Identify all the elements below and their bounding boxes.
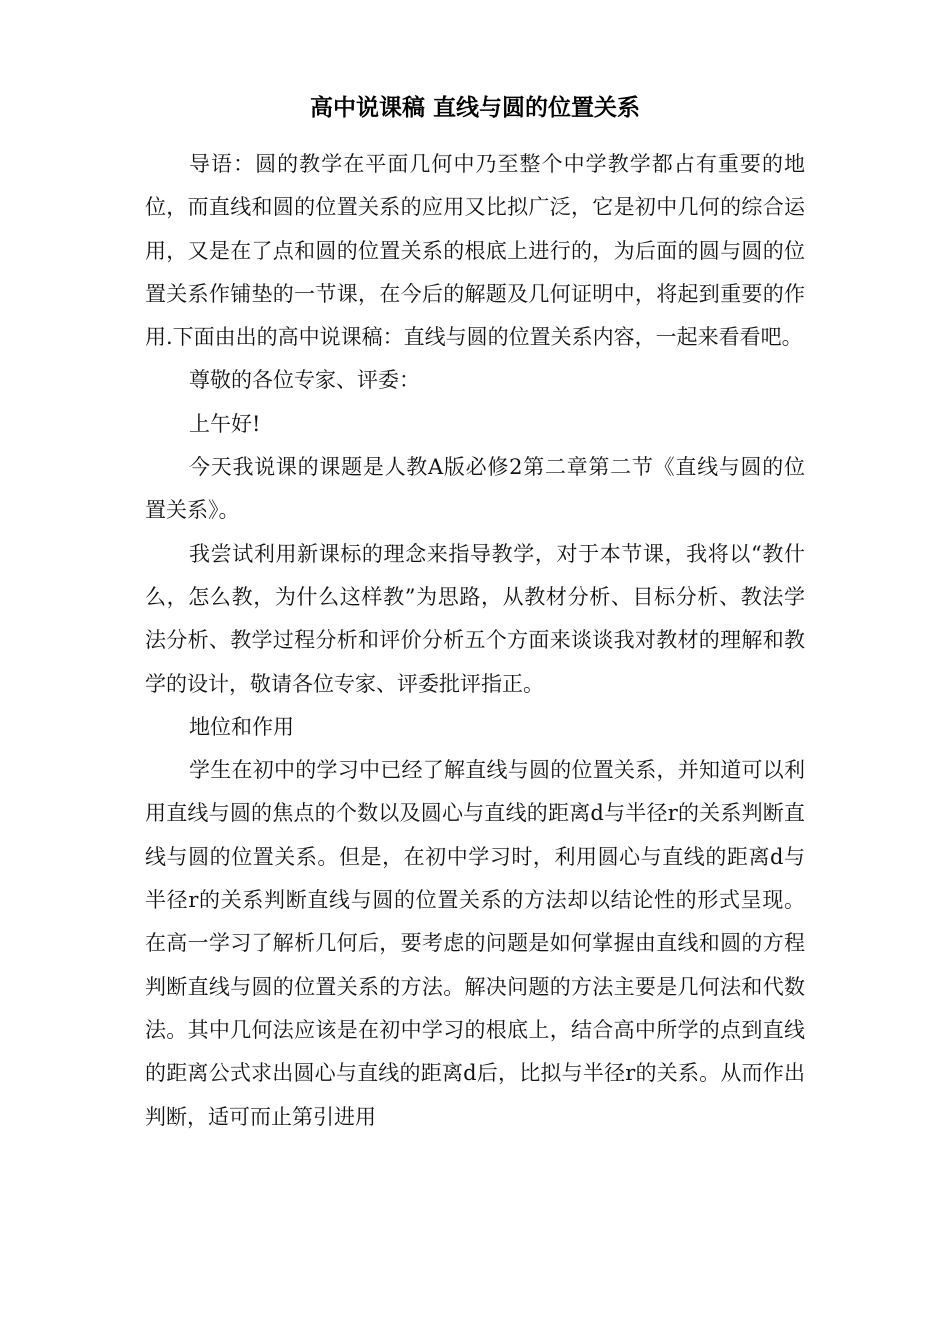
approach-paragraph: 我尝试利用新课标的理念来指导教学，对于本节课，我将以“教什么，怎么教，为什么这样教”为思路，从教材分析、目标分析、教法学法分析、教学过程分析和评价分析五个方面来谈谈我对教材的理解和教学的设计，敬请各位专家、评委批评指正。 (145, 541, 805, 696)
analysis-paragraph: 学生在初中的学习中已经了解直线与圆的位置关系，并知道可以利用直线与圆的焦点的个数以及圆心与直线的距离d与半径r的关系判断直线与圆的位置关系。但是，在初中学习时，利用圆心与直线的距离d与半径r的关系判断直线与圆的位置关系的方法却以结论性的形式呈现。在高一学习了解析几何后，要考虑的问题是如何掌握由直线和圆的方程判断直线与圆的位置关系的方法。解决问题的方法主要是几何法和代数法。其中几何法应该是在初中学习的根底上，结合高中所学的点到直线的距离公式求出圆心与直线的距离d后，比拟与半径r的关系。从而作出判断，适可而止第引进用 (145, 758, 805, 1129)
document-title: 高中说课稿 直线与圆的位置关系 (309, 95, 640, 121)
greeting-paragraph: 尊敬的各位专家、评委： (189, 368, 420, 393)
document-body (145, 143, 805, 1139)
topic-paragraph: 今天我说课的课题是人教A版必修2第二章第二节《直线与圆的位置关系》。 (145, 455, 805, 523)
section-heading: 地位和作用 (189, 714, 294, 739)
salutation-paragraph: 上午好! (189, 411, 261, 436)
intro-paragraph: 导语：圆的教学在平面几何中乃至整个中学教学都占有重要的地位，而直线和圆的位置关系的应用又比拟广泛，它是初中几何的综合运用，又是在了点和圆的位置关系的根底上进行的，为后面的圆与圆的位置关系作铺垫的一节课，在今后的解题及几何证明中，将起到重要的作用.下面由出的高中说课稿：直线与圆的位置关系内容，一起来看看吧。 (145, 152, 805, 350)
